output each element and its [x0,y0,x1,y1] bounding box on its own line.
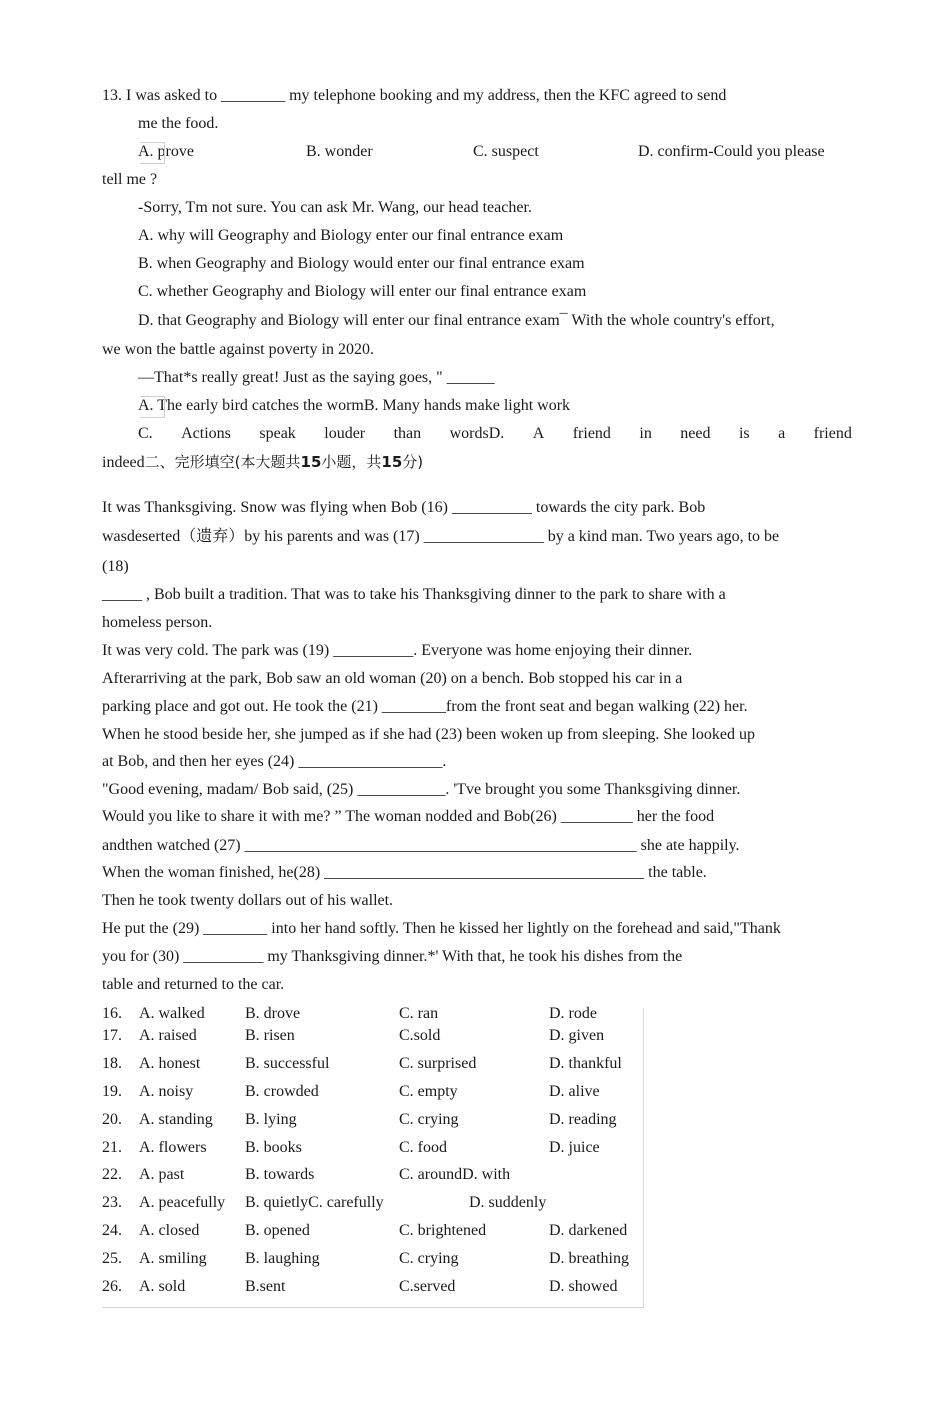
section-score: 15 [381,453,403,471]
option-number: 24. [102,1222,122,1239]
q13-option-a: A. prove [138,143,194,160]
passage-line: parking place and got out. He took the (21) ________from the front seat and began walking (22) her. [102,698,748,715]
q15-stem: we won the battle against poverty in 2020. [102,341,374,358]
passage-line: wasdeserted（遗弃）by his parents and was (17) _______________ by a kind man. Two years ago, to be [102,528,780,545]
option-d: D. suddenly [469,1194,547,1211]
option-d: D. breathing [549,1250,629,1267]
option-d: D. showed [549,1278,618,1295]
passage-line: table and returned to the car. [102,976,285,993]
passage-line: When the woman finished, he(28) ________________________________________ the table. [102,864,707,881]
q15-word: C. [138,425,153,442]
option-a: A. smiling [139,1250,207,1267]
q14-option-b: B. when Geography and Biology would enter our final entrance exam [138,255,585,272]
option-c: C. crying [399,1111,459,1128]
q15-word: Actions [181,425,231,442]
option-c: C.sold [399,1027,441,1044]
option-a: A. closed [139,1222,200,1239]
passage-line: "Good evening, madam/ Bob said, (25) ___________. 'Tve brought you some Thanksgiving dinner. [102,781,741,798]
option-number: 22. [102,1166,122,1183]
q15-word: friend [813,425,852,442]
passage-line: Would you like to share it with me? ” The woman nodded and Bob(26) _________ her the food [102,808,715,825]
option-d: D. juice [549,1139,600,1156]
q14-option-d: D. that Geography and Biology will enter our final entrance exam [138,312,560,329]
option-a: A. sold [139,1278,186,1295]
table-bottom-border [102,1307,643,1308]
passage-line: It was Thanksgiving. Snow was flying when Bob (16) __________ towards the city park. Bob [102,499,706,516]
option-c: C. food [399,1139,447,1156]
passage-line: _____ , Bob built a tradition. That was to take his Thanksgiving dinner to the park to share with a [102,586,726,603]
section-title [145,453,423,471]
passage-line: When he stood beside her, she jumped as if she had (23) been woken up from sleeping. She looked up [102,726,755,743]
option-a: A. peacefully [139,1194,226,1211]
option-number: 21. [102,1139,122,1156]
option-b: B. crowded [245,1083,319,1100]
passage-line: homeless person. [102,614,213,631]
option-d: D. darkened [549,1222,628,1239]
q15-word: a [778,425,786,442]
section-title-post: 分) [402,453,424,471]
table-right-border [643,1008,644,1308]
option-a: A. walked [139,1005,205,1022]
passage-line: Afterarriving at the park, Bob saw an old woman (20) on a bench. Bob stopped his car in a [102,670,683,687]
passage-line: you for (30) __________ my Thanksgiving dinner.*' With that, he took his dishes from the [102,948,683,965]
option-number: 20. [102,1111,122,1128]
q15-word: speak [259,425,296,442]
q13-option-d: D. confirm-Could you please [638,143,825,160]
q14-option-c: C. whether Geography and Biology will enter our final entrance exam [138,283,587,300]
option-number: 23. [102,1194,122,1211]
section-heading-line [102,452,423,473]
option-number: 25. [102,1250,122,1267]
q15-stem-start: ¯ With the whole country's effort, [559,312,775,329]
option-number: 16. [102,1005,122,1022]
option-d: D. rode [549,1005,597,1022]
q15-word: is [738,425,750,442]
q14-option-d-line [138,311,775,331]
option-d: D. thankful [549,1055,622,1072]
q13-stem: 13. I was asked to ________ my telephone booking and my address, then the KFC agreed to send [102,87,727,104]
option-c: C. brightened [399,1222,487,1239]
option-a: A. honest [139,1055,201,1072]
passage-line: (18) [102,558,129,575]
q15-options-cd [138,424,852,444]
option-a: A. noisy [139,1083,194,1100]
option-d: D. reading [549,1111,617,1128]
option-a: A. flowers [139,1139,207,1156]
option-number: 26. [102,1278,122,1295]
q15-word: friend [572,425,611,442]
option-number: 17. [102,1027,122,1044]
option-c: C.served [399,1278,456,1295]
q14-option-a: A. why will Geography and Biology enter our final entrance exam [138,227,564,244]
option-number: 18. [102,1055,122,1072]
q15-word: need [680,425,711,442]
option-b: B. lying [245,1111,297,1128]
option-b: B. laughing [245,1250,320,1267]
passage-line: Then he took twenty dollars out of his wallet. [102,892,394,909]
q13-option-c: C. suspect [473,143,539,160]
q13-stem-cont: me the food. [138,115,219,132]
passage-line: andthen watched (27) _________________________________________________ she ate happily. [102,837,740,854]
q14-stem-tail: tell me ? [102,171,158,188]
section-count: 15 [300,453,322,471]
option-c: C. surprised [399,1055,477,1072]
option-a: A. raised [139,1027,197,1044]
section-title-pre: 二、完形填空(本大题共 [144,453,301,471]
passage-line: He put the (29) ________ into her hand softly. Then he kissed her lightly on the forehead and said,"Thank [102,920,781,937]
option-d: D. given [549,1027,605,1044]
option-b: B. risen [245,1027,295,1044]
option-number: 19. [102,1083,122,1100]
option-c: C. crying [399,1250,459,1267]
q15-word: louder [324,425,366,442]
option-a: A. past [139,1166,185,1183]
q14-prompt: -Sorry, Tm not sure. You can ask Mr. Wang, our head teacher. [138,199,532,216]
section-title-mid: 小题，共 [321,453,382,471]
q15-word: than [393,425,422,442]
option-b: B. opened [245,1222,310,1239]
option-b: B. books [245,1139,302,1156]
option-b: B. towards [245,1166,315,1183]
option-c: C. aroundD. with [399,1166,511,1183]
option-c: C. empty [399,1083,458,1100]
q15-word: in [639,425,652,442]
option-d: D. alive [549,1083,600,1100]
q15-prompt: —That*s really great! Just as the saying goes, " ______ [138,369,495,386]
q15-option-d-tail: indeed [102,454,145,471]
passage-line: It was very cold. The park was (19) __________. Everyone was home enjoying their dinner. [102,642,693,659]
q15-options-ab: A. The early bird catches the wormB. Many hands make light work [138,397,571,414]
option-b: B. successful [245,1055,330,1072]
option-c: C. ran [399,1005,439,1022]
q15-word: wordsD. [449,425,505,442]
option-b: B.sent [245,1278,286,1295]
q13-option-b: B. wonder [306,143,373,160]
option-b: B. drove [245,1005,301,1022]
passage-line: at Bob, and then her eyes (24) __________________. [102,753,447,770]
option-a: A. standing [139,1111,213,1128]
option-b: B. quietlyC. carefully [245,1194,384,1211]
q15-option-a-box [140,396,165,418]
q15-word: A [532,425,545,442]
q13-option-a-box [140,142,165,164]
